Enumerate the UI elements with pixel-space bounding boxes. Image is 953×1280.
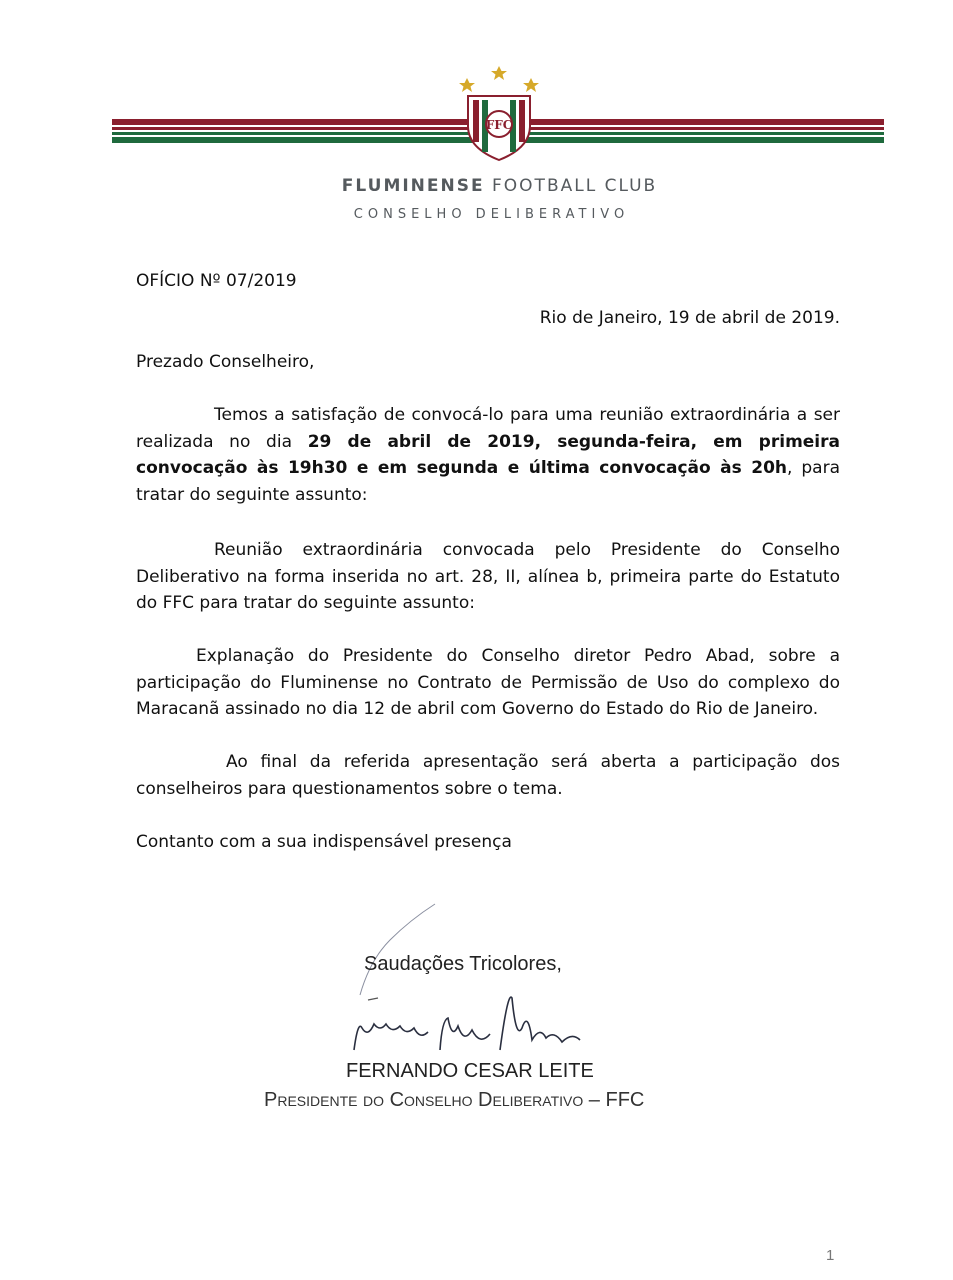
page-number: 1 (826, 1247, 835, 1264)
handwritten-signature (340, 900, 600, 1070)
paragraph-convocation (136, 402, 840, 508)
date-line: Rio de Janeiro, 19 de abril de 2019. (539, 308, 840, 328)
paragraph-agenda (136, 643, 840, 723)
p1-end: , para tratar do seguinte assunto: (136, 458, 840, 505)
paragraph-meeting (136, 537, 840, 617)
p2-text: Reunião extraordinária convocada pelo Presidente do Conselho Deliberativo na forma inserida no art. 28, II, alínea b, primeira parte do Estatuto do FFC para tratar do seguinte assunto: (136, 540, 840, 613)
document-reference: OFÍCIO Nº 07/2019 (136, 271, 297, 291)
greeting: Prezado Conselheiro, (136, 352, 315, 372)
signer-title: Presidente do Conselho Deliberativo – FFC (264, 1089, 645, 1111)
p1-bold: 29 de abril de 2019, segunda-feira, em primeira convocação às 19h30 e em segunda e última convocação às 20h (136, 431, 840, 478)
signer-name: FERNANDO CESAR LEITE (346, 1060, 594, 1082)
closing-line: Contanto com a sua indispensável presença (136, 832, 512, 852)
council-name: CONSELHO DELIBERATIVO (353, 207, 630, 222)
club-name (0, 176, 953, 196)
paragraph-questions (136, 749, 840, 802)
crest-initials: FFC (485, 118, 513, 132)
club-name-bold: FLUMINENSE (341, 176, 485, 196)
p3-text: Explanação do Presidente do Conselho diretor Pedro Abad, sobre a participação do Fluminense no Contrato de Permissão de Uso do complexo do Maracanã assinado no dia 12 de abril com Governo do Estado do Rio de Janeiro. (136, 646, 840, 719)
p1-start: Temos a satisfação de convocá-lo para uma reunião extraordinária a ser realizada no dia (136, 405, 840, 452)
club-name-rest: FOOTBALL CLUB (484, 176, 658, 196)
p4-text: Ao final da referida apresentação será aberta a participação dos conselheiros para questionamentos sobre o tema. (136, 752, 840, 799)
club-crest-logo (458, 62, 540, 162)
salutation: Saudações Tricolores, (364, 953, 562, 975)
